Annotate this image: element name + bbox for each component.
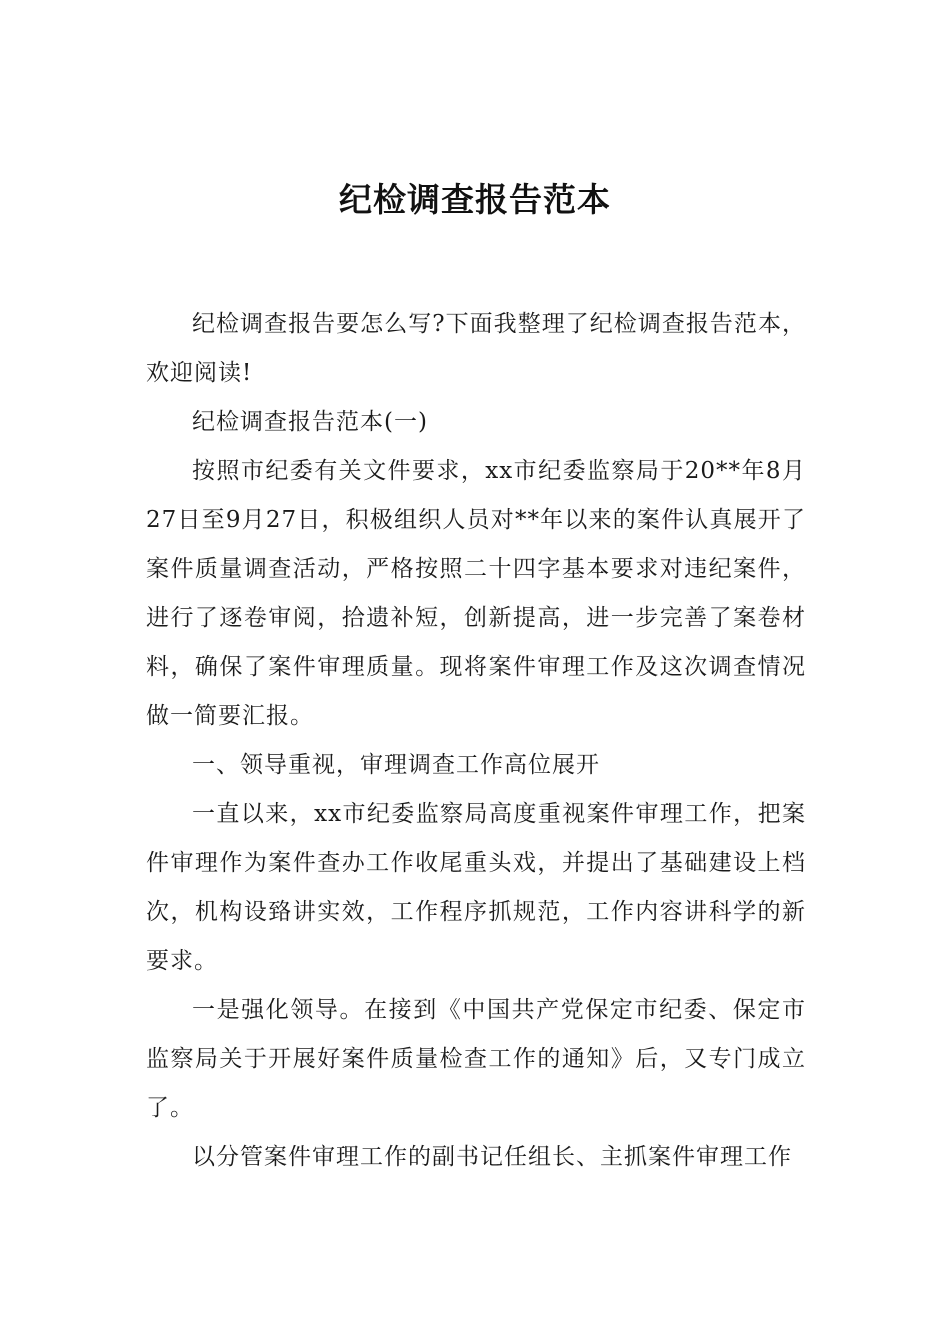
- paragraph-leadership: 一直以来，xx市纪委监察局高度重视案件审理工作，把案件审理作为案件查办工作收尾重头戏，并提出了基础建设上档次，机构设臵讲实效，工作程序抓规范，工作内容讲科学的新要求。: [146, 801, 806, 974]
- paragraph-intro: 纪检调查报告要怎么写?下面我整理了纪检调查报告范本，欢迎阅读!: [146, 311, 806, 386]
- document-title: 纪检调查报告范本: [339, 180, 611, 219]
- paragraph-point-1: 一是强化领导。在接到《中国共产党保定市纪委、保定市监察局关于开展好案件质量检查工作的通知》后，又专门成立了。: [146, 997, 806, 1121]
- paragraph-continued: 以分管案件审理工作的副书记任组长、主抓案件审理工作: [192, 1144, 792, 1170]
- document-body: [146, 300, 806, 1182]
- paragraph-overview: 按照市纪委有关文件要求，xx市纪委监察局于20**年8月27日至9月27日，积极组织人员对**年以来的案件认真展开了案件质量调查活动，严格按照二十四字基本要求对违纪案件，进行了逐卷审阅，拾遗补短，创新提高，进一步完善了案卷材料，确保了案件审理质量。现将案件审理工作及这次调查情况做一简要汇报。: [146, 458, 806, 729]
- paragraph-sample-heading: 纪检调查报告范本(一): [192, 409, 428, 435]
- section-heading-1: 一、领导重视，审理调查工作高位展开: [192, 752, 600, 778]
